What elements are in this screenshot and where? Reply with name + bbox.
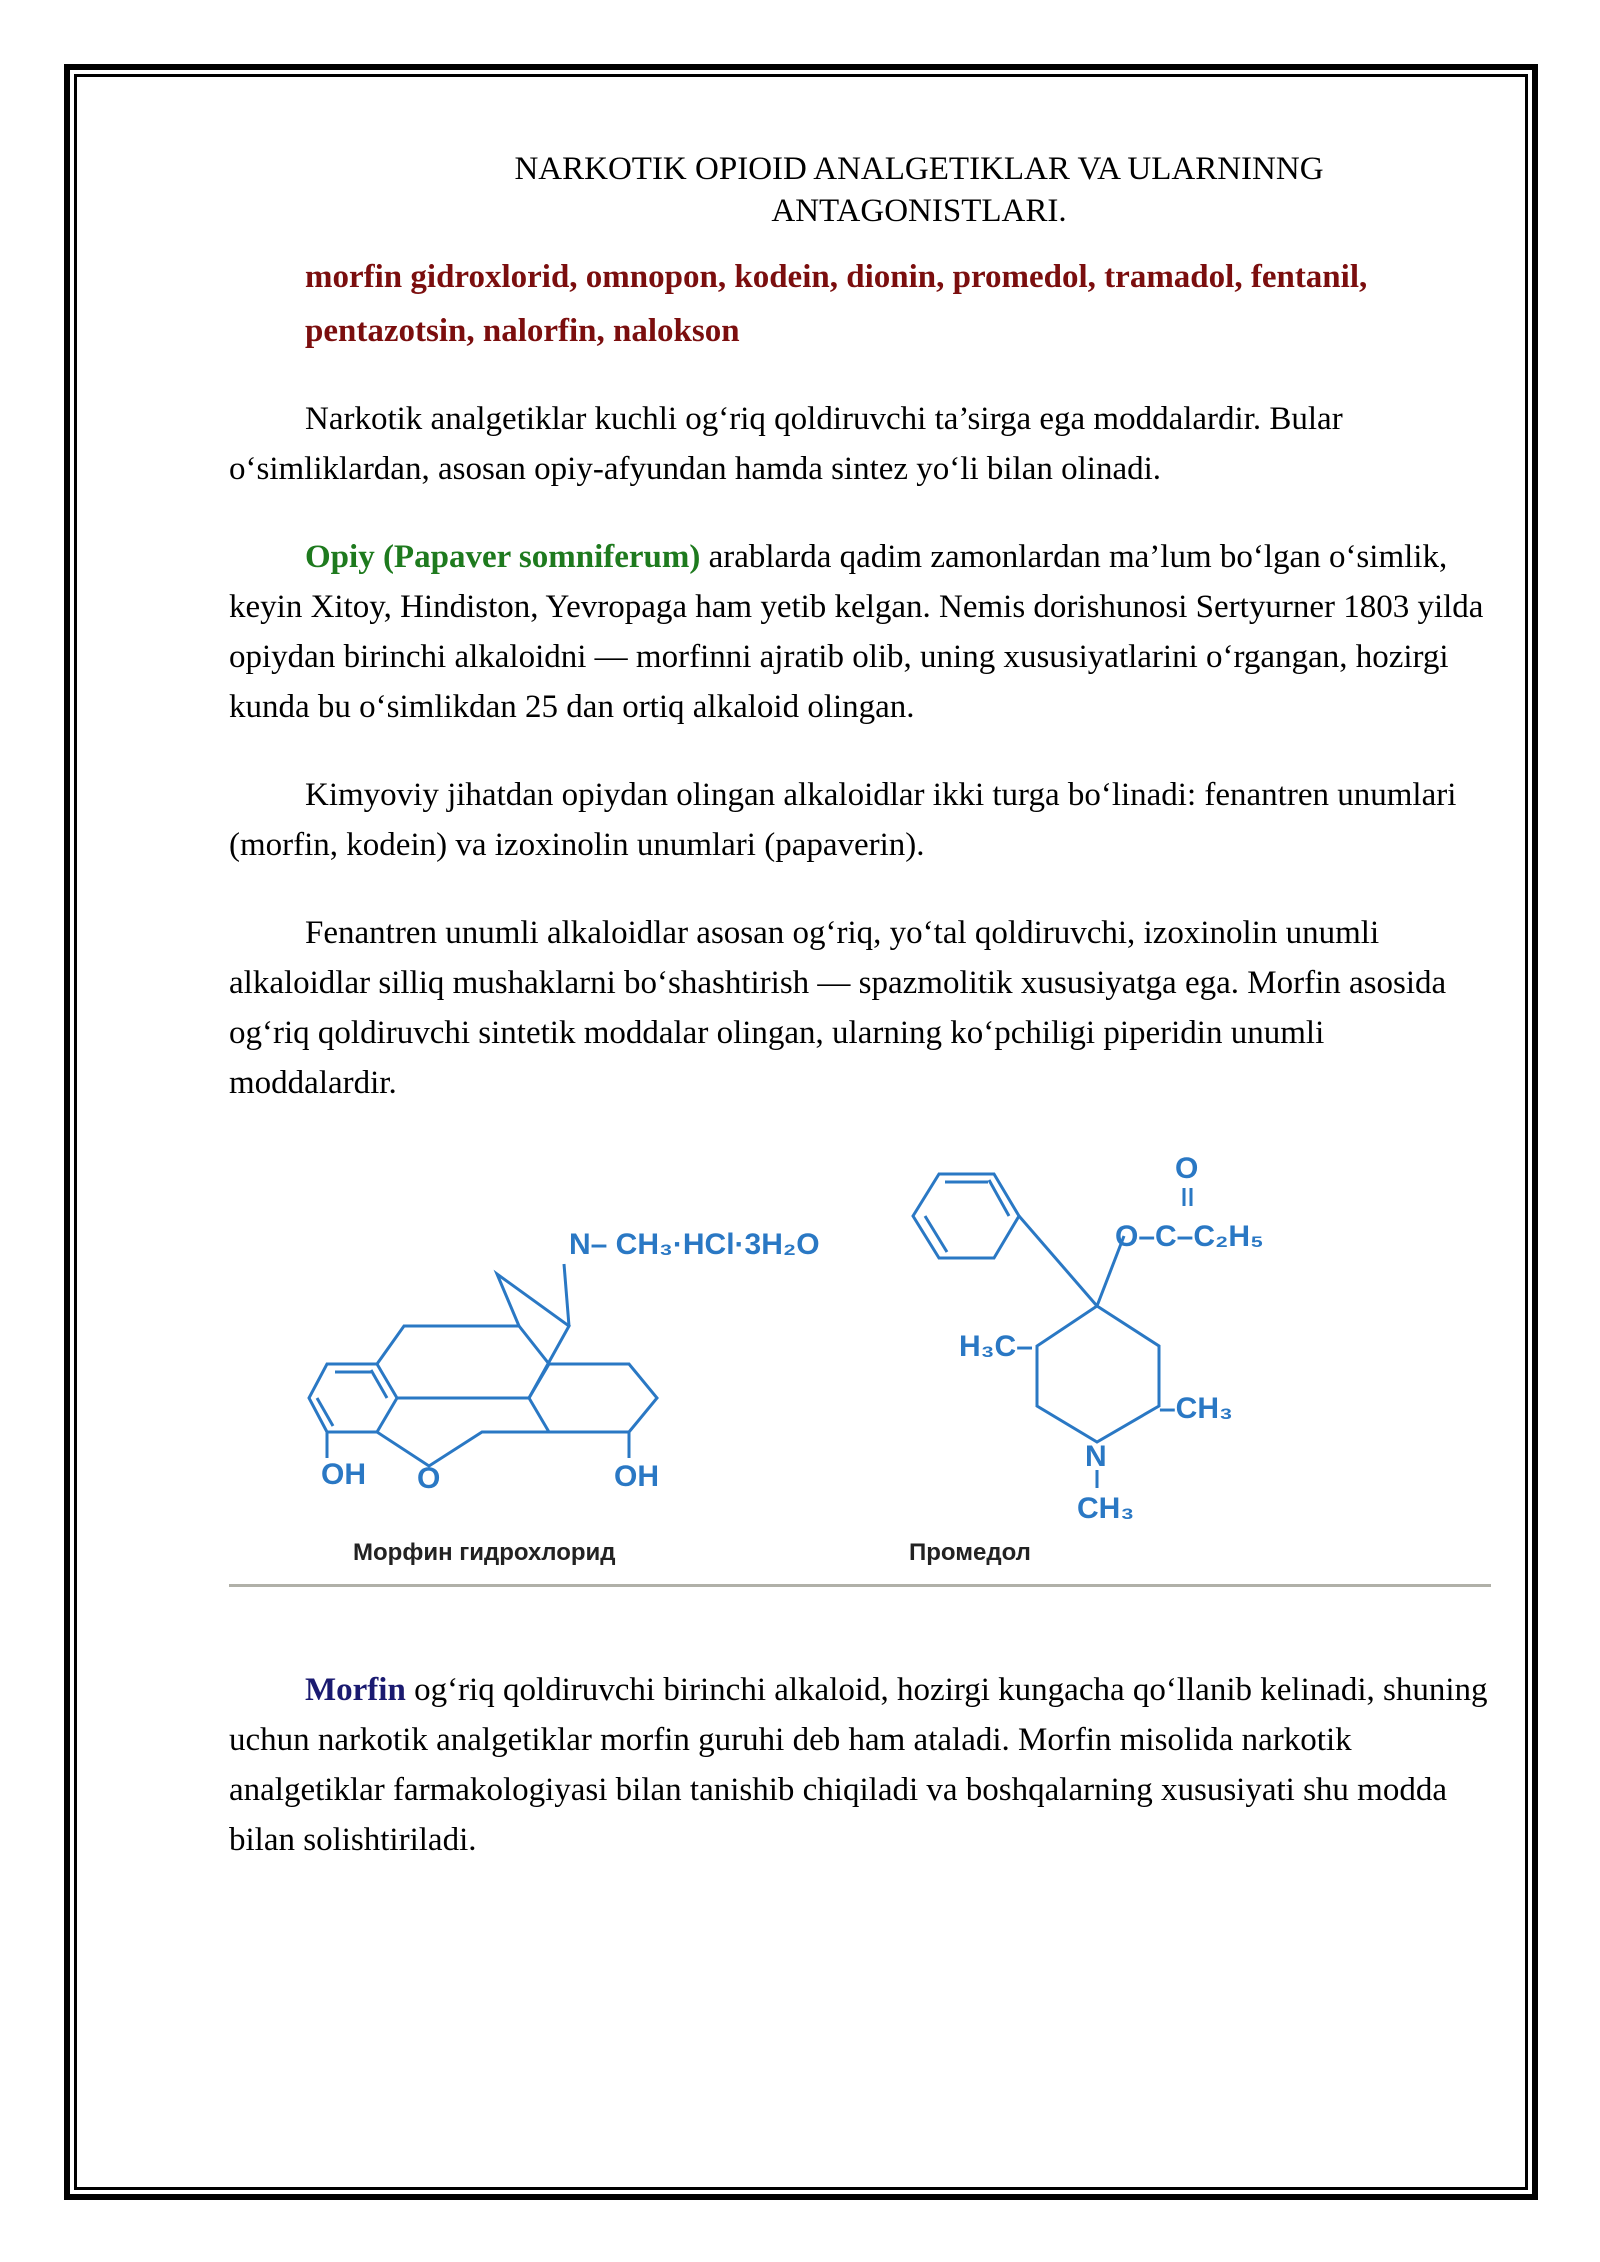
promedol-ester-label: O–C–C₂H₅ <box>1115 1220 1264 1253</box>
morphine-oh-left: OH <box>321 1458 366 1491</box>
paragraph-intro: Narkotik analgetiklar kuchli og‘riq qoldiruvchi ta’sirga ega moddalardir. Bular o‘simliklardan, asosan opiy-afyundan hamda sintez yo‘li bilan olinadi. <box>229 401 1343 487</box>
promedol-h3c-label: H₃C– <box>959 1330 1033 1363</box>
paragraph-opium <box>229 532 1489 732</box>
opium-text: arablarda qadim zamonlardan ma’lum bo‘lgan o‘simlik, keyin Xitoy, Hindiston, Yevropaga ham yetib kelgan. Nemis dorishunosi Sertyurner 1803 yilda opiydan birinchi alkaloidni — morfinni ajratib olib, uning xususiyatlarini o‘rgangan, hozirgi kunda bu o‘simlikdan 25 dan ortiq alkaloid olingan. <box>229 539 1484 725</box>
document-body <box>229 148 1489 1865</box>
promedol-n-label: N <box>1085 1440 1107 1473</box>
paragraph-morphine <box>229 1665 1489 1865</box>
promedol-caption: Промедол <box>909 1539 1031 1566</box>
morphine-text: og‘riq qoldiruvchi birinchi alkaloid, hozirgi kungacha qo‘llanib kelinadi, shuning uchun narkotik analgetiklar morfin guruhi deb ham ataladi. Morfin misolida narkotik analgetiklar farmakologiyasi bilan tanishib chiqiladi va boshqalarning xususiyati shu modda bilan solishtiriladi. <box>229 1672 1488 1858</box>
morphine-caption: Морфин гидрохлорид <box>353 1539 616 1566</box>
morphine-o-bridge: O <box>417 1462 441 1495</box>
title-line-1: NARKOTIK OPIOID ANALGETIKLAR VA ULARNINNG <box>514 151 1324 187</box>
page-title <box>229 148 1489 232</box>
promedol-carbonyl-o: O <box>1175 1152 1199 1185</box>
paragraph-chemistry: Kimyoviy jihatdan opiydan olingan alkaloidlar ikki turga bo‘linadi: fenantren unumlari (morfin, kodein) va izoxinolin unumlari (papaverin). <box>229 777 1457 863</box>
morphine-oh-right: OH <box>614 1460 659 1493</box>
morphine-salt-label: N– CH₃·HCl·3H₂O <box>569 1228 820 1261</box>
morphine-highlight: Morfin <box>305 1672 406 1708</box>
promedol-ch3-right: –CH₃ <box>1159 1392 1233 1425</box>
promedol-ch3-bottom: CH₃ <box>1077 1492 1135 1525</box>
chemical-structures <box>229 1136 1491 1566</box>
drug-list-line-1: morfin gidroxlorid, omnopon, kodein, dionin, promedol, tramadol, fentanil, <box>305 259 1368 295</box>
structures-figure <box>229 1136 1489 1566</box>
title-line-2: ANTAGONISTLARI. <box>771 193 1067 229</box>
morphine-structure <box>309 1264 657 1466</box>
opium-highlight: Opiy (Papaver somniferum) <box>305 539 701 575</box>
paragraph-phenanthrene: Fenantren unumli alkaloidlar asosan og‘riq, yo‘tal qoldiruvchi, izoxinolin unumli alkaloidlar silliq mushaklarni bo‘shashtirish — spazmolitik xususiyatga ega. Morfin asosida og‘riq qoldiruvchi sintetik moddalar olingan, ularning ko‘pchiligi piperidin unumli moddalardir. <box>229 915 1447 1101</box>
drug-list-line-2: pentazotsin, nalorfin, nalokson <box>305 313 740 349</box>
